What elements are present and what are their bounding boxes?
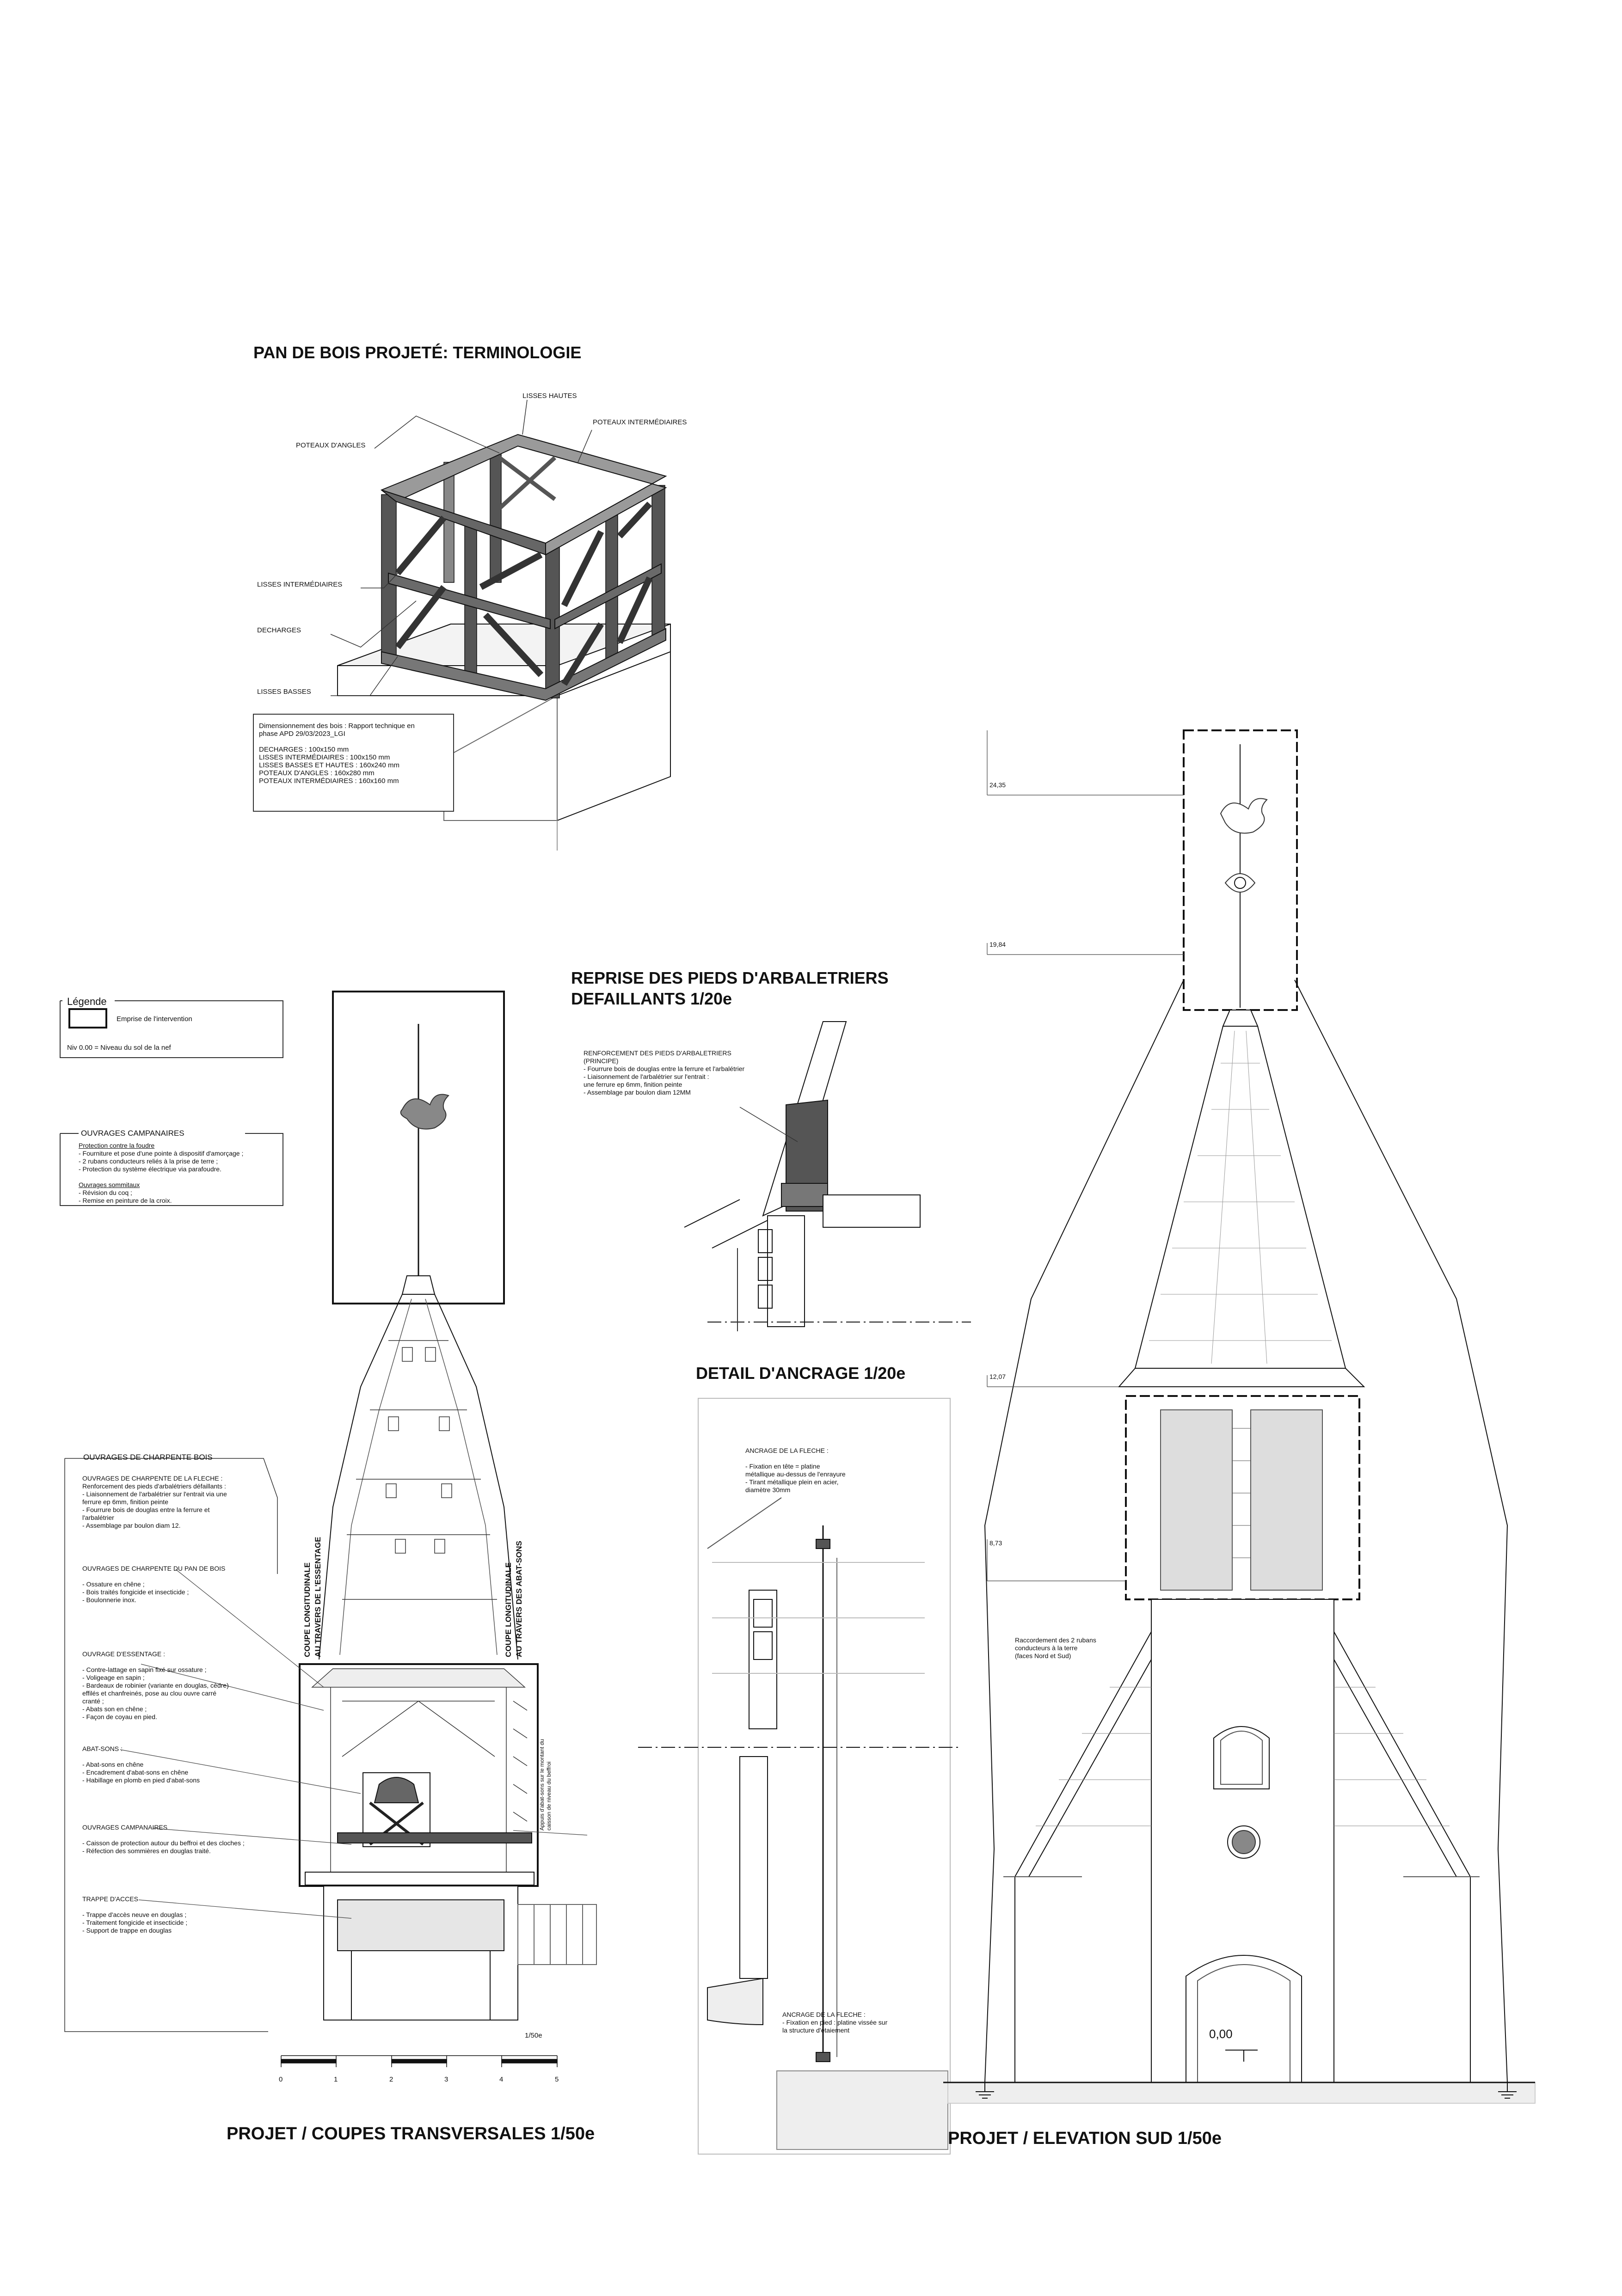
coupe-essentage-line2: AU TRAVERS DE L'ESSENTAGE [313,1537,322,1657]
elevation-title: PROJET / ELEVATION SUD 1/50e [948,2129,1222,2148]
dimension-note: Dimensionnement des bois : Rapport technique en phase APD 29/03/2023_LGI DECHARGES : 100x150 mm LISSES INTERMÉDIAIRES : 100x150 mm LISSES BASSES ET HAUTES : 160x240 mm POTEAUX D'ANGLES : 160x280 mm POTEAUX INTERMÉDIAIRES : 160x160 mm [259,722,415,785]
abat-sons-note: ABAT-SONS : - Abat-sons en chêne - Encadrement d'abat-sons en chêne - Habillage en plomb en pied d'abat-sons [82,1745,200,1784]
label-poteaux-intermediaires: POTEAUX INTERMÉDIAIRES [593,418,687,426]
scale-tick-1: 1 [334,2076,338,2083]
anchorage-detail-drawing [638,1398,962,2154]
raccordement-note: Raccordement des 2 rubans conducteurs à la terre (faces Nord et Sud) [1015,1636,1096,1659]
terminology-title: PAN DE BOIS PROJETÉ: TERMINOLOGIE [253,343,582,362]
coupe-essentage-line1: COUPE LONGITUDINALE [303,1562,312,1657]
pan-de-bois-note: OUVRAGES DE CHARPENTE DU PAN DE BOIS - Ossature en chêne ; - Bois traités fongicide et insecticide ; - Boulonnerie inox. [82,1565,226,1604]
scale-tick-5: 5 [555,2076,559,2083]
fleche-note: OUVRAGES DE CHARPENTE DE LA FLECHE : Renforcement des pieds d'arbalétriers défaillants : - Liaisonnement de l'arbalétrier sur l'entrait via une ferrure ep 6mm, finition peinte - Fourrure bois de douglas entre la ferrure et l'arbalétrier - Assemblage par boulon diam 12. [82,1475,227,1529]
coupe-abat-sons-line2: AU TRAVERS DES ABAT-SONS [515,1541,523,1657]
anchorage-title: DETAIL D'ANCRAGE 1/20e [696,1364,906,1383]
label-lisses-intermediaires: LISSES INTERMÉDIAIRES [257,581,343,588]
appuis-note-line1: Appuis d'abat-sons sur le montant du [539,1739,545,1831]
legend-intervention: Emprise de l'intervention [117,1015,192,1023]
appuis-note-line2: caisson de niveau du beffroi [546,1761,552,1831]
ground-level: 0,00 [1209,2027,1233,2041]
sections-title: PROJET / COUPES TRANSVERSALES 1/50e [227,2124,595,2143]
level-8-73: 8,73 [989,1539,1002,1547]
label-lisses-hautes: LISSES HAUTES [522,392,577,400]
elevation-drawing [943,730,1535,2103]
anchorage-top-note: ANCRAGE DE LA FLECHE : - Fixation en tête = platine métallique au-dessus de l'enrayure - Tirant métallique plein en acier, diamètre 30mm [745,1447,846,1494]
scale-tick-2: 2 [389,2076,393,2083]
label-decharges: DECHARGES [257,626,301,634]
label-lisses-basses: LISSES BASSES [257,688,311,696]
anchorage-bottom-note: ANCRAGE DE LA FLECHE : - Fixation en pied : platine vissée sur la structure d'étaiement [782,2011,888,2034]
coupe-abat-sons-line1: COUPE LONGITUDINALE [504,1562,513,1657]
reprise-note: RENFORCEMENT DES PIEDS D'ARBALETRIERS (PRINCIPE) - Fourrure bois de douglas entre la ferrure et l'arbalétrier - Liaisonnement de l'arbalétrier sur l'entrait : une ferrure ep 6mm, finition peinte - Assemblage par boulon diam 12MM [584,1049,745,1096]
charpente-title: OUVRAGES DE CHARPENTE BOIS [83,1453,213,1462]
campanaires-section-note: OUVRAGES CAMPANAIRES - Caisson de protection autour du beffroi et des cloches ; - Réfection des sommières en douglas traité. [82,1824,245,1855]
label-poteaux-angles: POTEAUX D'ANGLES [296,441,366,449]
scale-tick-3: 3 [444,2076,449,2083]
legend-level: Niv 0.00 = Niveau du sol de la nef [67,1044,171,1052]
reprise-title-line2: DEFAILLANTS 1/20e [571,989,732,1008]
scale-tick-0: 0 [279,2076,283,2083]
scale-tick-4: 4 [499,2076,504,2083]
level-24-35: 24,35 [989,781,1006,789]
legend-title: Légende [67,996,107,1007]
scale-label: 1/50e [525,2032,542,2039]
campanaires-note: Protection contre la foudre - Fourniture et pose d'une pointe à dispositif d'amorçage ; - 2 rubans conducteurs reliés à la prise de terre ; - Protection du système électrique via parafoudre. Ouvrages sommitaux - Révision du coq ; - Remise en peinture de la croix. [79,1142,244,1204]
essentage-note: OUVRAGE D'ESSENTAGE : - Contre-lattage en sapin fixé sur ossature ; - Voligeage en sapin ; - Bardeaux de robinier (variante en douglas, cèdre) effilés et chanfreinés, pose au clou ouvre carré cranté ; - Abats son en chêne ; - Façon de coyau en pied. [82,1650,229,1720]
trappe-note: TRAPPE D'ACCES - Trappe d'accès neuve en douglas ; - Traitement fongicide et insecticide ; - Support de trappe en douglas [82,1895,188,1934]
reprise-title-line1: REPRISE DES PIEDS D'ARBALETRIERS [571,968,889,987]
level-12-07: 12,07 [989,1373,1006,1380]
level-19-84: 19,84 [989,941,1006,948]
campanaires-title: OUVRAGES CAMPANAIRES [81,1129,184,1138]
